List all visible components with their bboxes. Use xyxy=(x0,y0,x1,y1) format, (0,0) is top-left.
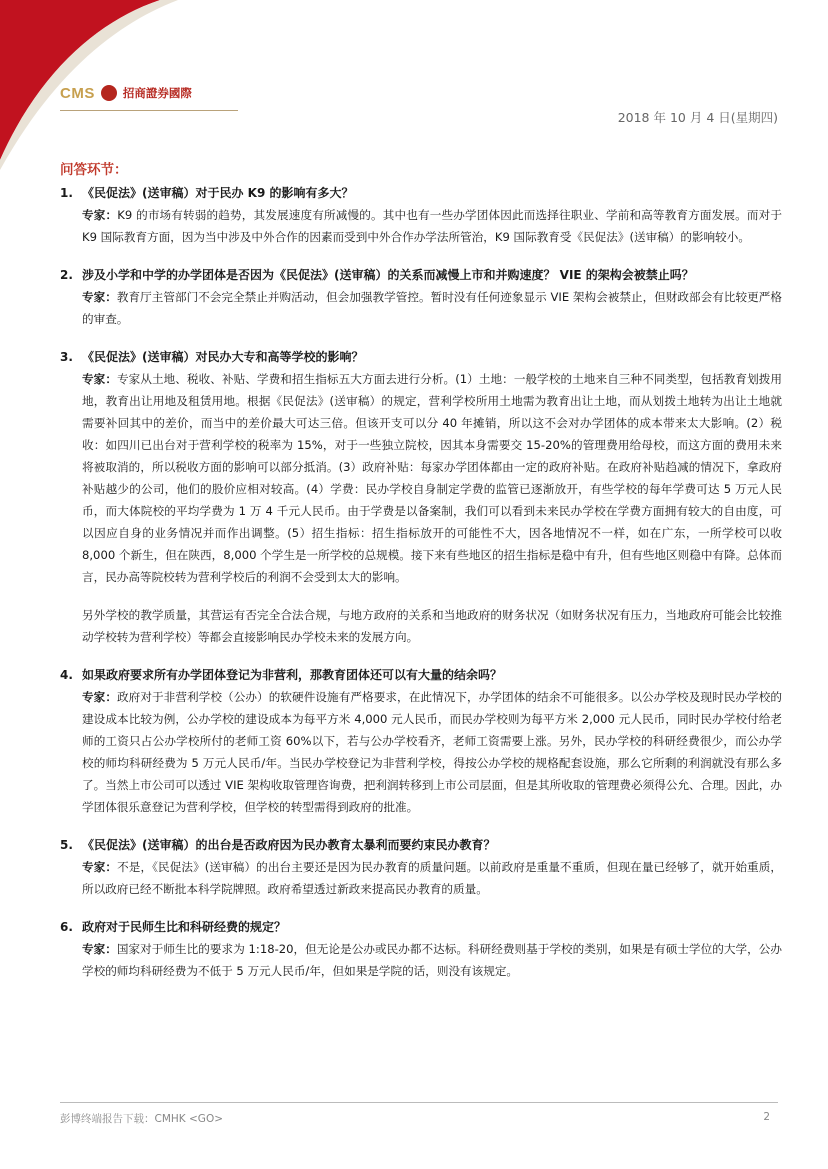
answer-text: K9 的市场有转弱的趋势，其发展速度有所减慢的。其中也有一些办学团体因此而选择往职业、学前和高等教育方面发展。而对于 K9 国际教育方面，因为当中涉及中外合作的因素而受到中外合作办学法所管治，K9 国际教育受《民促法》(送审稿）的影响较小。 xyxy=(82,208,782,244)
question-number: 6. xyxy=(60,920,73,934)
question-number: 3. xyxy=(60,350,73,364)
question-4 xyxy=(60,664,782,818)
question-2 xyxy=(60,264,782,330)
expert-label: 专家： xyxy=(82,208,118,222)
question-text: 《民促法》(送审稿）的出台是否政府因为民办教育太暴利而要约束民办教育？ xyxy=(82,838,496,852)
question-6 xyxy=(60,916,782,982)
question-text: 涉及小学和中学的办学团体是否因为《民促法》(送审稿）的关系而减慢上市和并购速度？ VIE 的架构会被禁止吗？ xyxy=(82,268,694,282)
question-title xyxy=(60,664,782,686)
section-title: 问答环节： xyxy=(60,162,128,178)
answer-text: 专家从土地、税收、补贴、学费和招生指标五大方面去进行分析。(1）土地：一般学校的土地来自三种不同类型，包括教育划拨用地，教育出让用地及租赁用地。根据《民促法》(送审稿）的规定，营利学校所用土地需为教育出让土地，而从划拨土地转为出让土地就需要补回其中的差价，而当中的差价最大可达三倍。但该开支可以分 40 年摊销，所以这不会对办学团体的成本带来太大影响。(2）税收：如四川已出台对于营利学校的税率为 15%，对于一些独立院校，因其本身需要交 15-20%的管理费用给母校，而这方面的费用未来将被取消的，所以税收方面的影响可以部分抵消。(3）政府补贴：每家办学团体都由一定的政府补贴。在政府补贴趋减的情况下，拿政府补贴越少的公司，他们的股价应相对较高。(4）学费：民办学校自身制定学费的监管已逐渐放开，有些学校的每年学费可达 5 万元人民币，而大体院校的平均学费为 1 万 4 千元人民币。由于学费是以备案制，我们可以看到未来民办学校在学费方面拥有较大的自由度，可以因应自身的业务情况并而作出调整。(5）招生指标：招生指标放开的可能性不大，因各地情况不一样，如在广东，一所学校可以收 8,000 个新生，但在陕西，8,000 个学生是一所学校的总规模。接下来有些地区的招生指标是稳中有升，但有些地区则稳中有降。总体而言，民办高等院校转为营利学校后的利润不会受到太大的影响。 xyxy=(82,372,782,584)
question-number: 1. xyxy=(60,186,73,200)
question-title xyxy=(60,182,782,204)
answer-paragraph xyxy=(60,938,782,982)
answer-text: 教育厅主管部门不会完全禁止并购活动，但会加强教学管控。暂时没有任何迹象显示 VIE 架构会被禁止，但财政部会有比较更严格的审查。 xyxy=(82,290,782,326)
question-text: 《民促法》(送审稿）对民办大专和高等学校的影响？ xyxy=(82,350,364,364)
question-3 xyxy=(60,346,782,648)
question-number: 5. xyxy=(60,838,73,852)
footer-download-note: 彭博终端报告下载：CMHK <GO> xyxy=(60,1113,224,1125)
question-title xyxy=(60,346,782,368)
question-number: 4. xyxy=(60,668,73,682)
question-5 xyxy=(60,834,782,900)
footer-divider xyxy=(60,1102,778,1103)
question-title xyxy=(60,834,782,856)
answer-paragraph xyxy=(60,686,782,818)
main-content xyxy=(60,158,782,998)
question-text: 如果政府要求所有办学团体登记为非营利，那教育团体还可以有大量的结余吗？ xyxy=(82,668,503,682)
answer-paragraph xyxy=(60,368,782,588)
question-number: 2. xyxy=(60,268,73,282)
logo-cms-text: CMS xyxy=(60,84,95,102)
expert-label: 专家： xyxy=(82,860,118,874)
answer-paragraph-2: 另外学校的教学质量，其营运有否完全合法合规，与地方政府的关系和当地政府的财务状况（如财务状况有压力，当地政府可能会比较推动学校转为营利学校）等都会直接影响民办学校未来的发展方向。 xyxy=(82,608,782,644)
answer-text: 不是，《民促法》(送审稿）的出台主要还是因为民办教育的质量问题。以前政府是重量不重质，但现在量已经够了，就开始重质，所以政府已经不断批本科学院牌照。政府希望透过新政来提高民办教育的质量。 xyxy=(82,860,782,896)
answer-text: 国家对于师生比的要求为 1:18-20，但无论是公办或民办都不达标。科研经费则基于学校的类别，如果是有硕士学位的大学，公办学校的师均科研经费为不低于 5 万元人民币/年，但如果是学院的话，则没有该规定。 xyxy=(82,942,782,978)
report-date: 2018 年 10 月 4 日(星期四) xyxy=(617,110,778,125)
expert-label: 专家： xyxy=(82,690,118,704)
answer-paragraph xyxy=(60,286,782,330)
logo-chinese-text: 招商證券國際 xyxy=(122,86,192,100)
logo-emblem-icon xyxy=(101,85,117,101)
question-title xyxy=(60,916,782,938)
question-text: 政府对于民师生比和科研经费的规定？ xyxy=(82,920,287,934)
question-text: 《民促法》(送审稿）对于民办 K9 的影响有多大？ xyxy=(82,186,354,200)
question-title xyxy=(60,264,782,286)
answer-text: 政府对于非营利学校（公办）的软硬件设施有严格要求，在此情况下，办学团体的结余不可能很多。以公办学校及现时民办学校的建设成本比较为例，公办学校的建设成本为每平方米 4,000 元人民币，而民办学校则为每平方米 2,000 元人民币，同时民办学校付给老师的工资只占公办学校所付的老师工资 60%以下，若与公办学校看齐，老师工资需要上涨。另外，民办学校的科研经费很少，而公办学校的师均科研经费为 5 万元人民币/年。当民办学校登记为非营利学校，得按公办学校的规格配套设施，那么它所剩的利润就没有那么多了。当然上市公司可以透过 VIE 架构收取管理咨询费，把利润转移到上市公司层面，但是其所收取的管理费必须得公允、合理。因此，办学团体很乐意登记为营利学校，但学校的转型需得到政府的批准。 xyxy=(82,690,782,814)
answer-paragraph xyxy=(60,204,782,248)
expert-label: 专家： xyxy=(82,290,117,304)
page-number: 2 xyxy=(763,1111,770,1123)
question-1 xyxy=(60,182,782,248)
answer-paragraph xyxy=(60,856,782,900)
expert-label: 专家： xyxy=(82,372,117,386)
expert-label: 专家： xyxy=(82,942,117,956)
company-logo xyxy=(60,78,238,111)
